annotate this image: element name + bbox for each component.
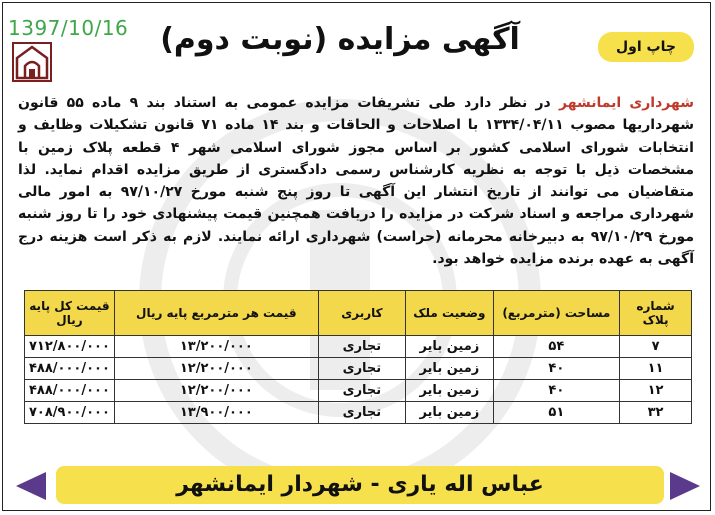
cell-unit-price: ۱۲/۲۰۰/۰۰۰ xyxy=(114,358,318,380)
cell-usage: تجاری xyxy=(318,402,405,424)
table-row xyxy=(25,380,692,402)
cell-total-price: ۴۸۸/۰۰۰/۰۰۰ xyxy=(25,358,115,380)
header-unit-price: قیمت هر مترمربع پایه ریال xyxy=(114,291,318,336)
cell-total-price: ۷۰۸/۹۰۰/۰۰۰ xyxy=(25,402,115,424)
cell-area: ۵۴ xyxy=(493,336,619,358)
table-header-row xyxy=(25,291,692,336)
announcement-text: در نظر دارد طی تشریفات مزایده عمومی به استناد بند ۹ ماده ۵۵ قانون شهرداریها مصوب ۱۳۳۴/۰۴/۱۱ با اصلاحات و الحاقات و بند ۱۴ ماده ۷۱ قانون تشکیلات وظایف و انتخابات شورای اسلامی کشور بر اساس مجوز شورای اسلامی شهر ۴ قطعه پلاک زمین با مشخصات ذیل با توجه به نظریه کارشناس رسمی دادگستری از طریق مزایده اقدام نماید. لذا متقاضیان می توانند از تاریخ انتشار این آگهی تا روز پنج شنبه مورخ ۹۷/۱۰/۲۷ به امور مالی شهرداری مراجعه و اسناد شرکت در مزایده را دریافت همچنین قیمت پیشنهادی خود را تا روز شنبه مورخ ۹۷/۱۰/۲۹ به دبیرخانه محرمانه (حراست) شهرداری ارائه نمایند. لازم به ذکر است هزینه درج آگهی به عهده برنده مزایده خواهد بود. xyxy=(18,95,695,268)
cell-property-status: زمین بایر xyxy=(406,380,493,402)
header-area: مساحت (مترمربع) xyxy=(493,291,619,336)
header-usage: کاربری xyxy=(318,291,405,336)
cell-plot-number: ۳۲ xyxy=(620,402,692,424)
cell-total-price: ۴۸۸/۰۰۰/۰۰۰ xyxy=(25,380,115,402)
issuer-name: شهرداری ایمانشهر xyxy=(559,95,695,111)
page-title: آگهی مزایده (نوبت دوم) xyxy=(160,22,520,57)
cell-plot-number: ۱۱ xyxy=(620,358,692,380)
cell-area: ۴۰ xyxy=(493,380,619,402)
header-plot-number: شماره پلاک xyxy=(620,291,692,336)
table-row xyxy=(25,358,692,380)
cell-usage: تجاری xyxy=(318,336,405,358)
plots-table xyxy=(24,290,692,424)
municipality-logo-icon xyxy=(12,42,52,82)
cell-property-status: زمین بایر xyxy=(406,358,493,380)
announcement-body xyxy=(18,92,694,270)
cell-plot-number: ۷ xyxy=(620,336,692,358)
cell-property-status: زمین بایر xyxy=(406,402,493,424)
cell-unit-price: ۱۲/۲۰۰/۰۰۰ xyxy=(114,380,318,402)
cell-total-price: ۷۱۲/۸۰۰/۰۰۰ xyxy=(25,336,115,358)
table-row xyxy=(25,336,692,358)
header-property-status: وضعیت ملک xyxy=(406,291,493,336)
edition-badge: چاپ اول xyxy=(598,32,694,62)
cell-area: ۴۰ xyxy=(493,358,619,380)
footer-right-ornament xyxy=(670,472,700,500)
print-date: 1397/10/16 xyxy=(8,16,129,40)
footer-left-ornament xyxy=(16,472,46,500)
table-row xyxy=(25,402,692,424)
signature-footer: عباس اله یاری - شهردار ایمانشهر xyxy=(56,466,664,504)
header-total-price: قیمت کل پایه ریال xyxy=(25,291,115,336)
cell-unit-price: ۱۳/۲۰۰/۰۰۰ xyxy=(114,336,318,358)
cell-usage: تجاری xyxy=(318,358,405,380)
cell-plot-number: ۱۲ xyxy=(620,380,692,402)
cell-area: ۵۱ xyxy=(493,402,619,424)
cell-property-status: زمین بایر xyxy=(406,336,493,358)
cell-unit-price: ۱۳/۹۰۰/۰۰۰ xyxy=(114,402,318,424)
cell-usage: تجاری xyxy=(318,380,405,402)
